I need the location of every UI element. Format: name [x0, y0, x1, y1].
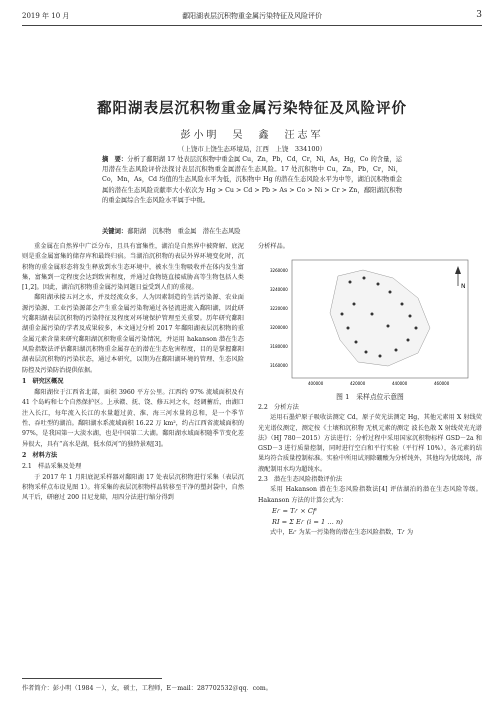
- sampling-point: [371, 313, 374, 316]
- abstract-label: 摘 要：: [102, 156, 128, 163]
- right-column: [258, 403, 482, 673]
- y-tick-label: 3220000: [270, 306, 288, 311]
- sampling-point: [363, 277, 366, 280]
- footnote: 作者简介：彭小明（1984 －），女，硕士，工程师，E－mail：287702532＠qq．com。: [22, 685, 272, 692]
- figure-caption: 图 1 采样点位示意图: [336, 393, 404, 401]
- sampling-point: [415, 327, 418, 330]
- article-authors: 彭小明 吴 鑫 汪志军: [180, 130, 324, 141]
- formula: Eᵢʳ = Tᵢʳ × Cfⁱ: [272, 506, 317, 515]
- page-number: 3: [476, 10, 482, 20]
- left-column: [22, 242, 244, 674]
- north-label: N: [461, 283, 466, 290]
- y-tick-label: 3160000: [270, 363, 288, 368]
- x-tick-label: 420000: [350, 381, 366, 386]
- abstract-text: 分析了鄱阳湖 17 处表层沉积物中重金属 Cu，Zn，Pb，Cd，Cr，Ni，As，Hg，Co 的含量，运用潜在生态风险评价法探讨表层沉积物重金属潜在生态风险。17 处沉积物中 Cu，Zn，Pb，Cr，Ni，Co，Mn，As，Cd 均值的生态风险水平为低，沉积物中 Hg 的潜在生态风险水平为中等，湖泊沉积物重金属的潜在生态风险贡献率大小依次为 Hg > Cu > Cd > Pb > As > Co > Ni > Cr > Zn，鄱阳湖沉积物的重金属综合生态风险水平属于中级。: [102, 156, 402, 204]
- sampling-point: [347, 327, 350, 330]
- running-header: [22, 11, 482, 23]
- lake-outline: [330, 270, 430, 366]
- subsection-heading: 2.3 潜在生态风险指数评价法: [258, 476, 343, 484]
- y-tick-label: 3260000: [270, 268, 288, 273]
- paragraph: 于 2017 年 1 月阳底泥采样器对鄱阳湖 17 处表层沉积物进行采集（表层沉积物采样点布设见图 1）。将采集的表层沉积物样品转移至干净的塑封袋中，自然风干后，研磨过 200 目尼龙筛，用四分法进行缩分得到: [22, 473, 244, 502]
- sampling-point: [407, 339, 410, 342]
- header-rule: [22, 25, 482, 26]
- sampling-point: [341, 313, 344, 316]
- sampling-point: [377, 283, 380, 286]
- y-tick-label: 3240000: [270, 287, 288, 292]
- sampling-point: [365, 351, 368, 354]
- keywords: [102, 226, 402, 235]
- article-title: 鄱阳湖表层沉积物重金属污染特征及风险评价: [97, 100, 407, 117]
- section-heading: 2 材料方法: [22, 451, 58, 459]
- sampling-point: [409, 315, 412, 318]
- y-tick-label: 3180000: [270, 344, 288, 349]
- x-tick-label: 400000: [308, 381, 324, 386]
- keywords-text: 鄱阳湖 沉积物 重金属 潜在生态风险: [127, 228, 241, 235]
- sampling-point: [389, 291, 392, 294]
- x-tick-label: 440000: [392, 381, 408, 386]
- paragraph: 运用石墨炉原子吸收法测定 Cd，原子荧光法测定 Hg，其他元素用 X 射线荧光光谱仪测定，测定按《土壤和沉积物 无机元素的测定 波长色散 X 射线荧光光谱法》（HJ 780－2015）方法进行；分析过程中采用国家沉积物标样 GSD－2a 和 GSD－3 进行质量控制，同时进行空白和平行实验（平行样 10%），各元素的结果均符合质量控制标准。实验中所用试剂除硼酸为分析纯外，其他均为优级纯，溶液配制用水均为超纯水。: [258, 414, 482, 473]
- abstract: [102, 155, 402, 206]
- sampling-point: [349, 281, 352, 284]
- right-column-top: [258, 242, 482, 252]
- subsection-heading: 2.2 分析方法: [258, 404, 299, 411]
- sampling-point: [355, 341, 358, 344]
- x-tick-label: 460000: [434, 381, 450, 386]
- sampling-point: [379, 355, 382, 358]
- paragraph: 鄱阳湖位于江西省北部，面积 3960 平方公里。江西约 97% 流域面积及有 41 个岛屿和七个自然保护区。上承赣、抚、饶、修五河之水，经调蓄后，由湖口注入长江，每年流入长江的水量超过黄、淮、海三河水量的总和，是一个季节性、吞吐型的湖泊。鄱阳湖水系流域面积 16.22 万 km²，约占江西省流域面积的 97%，是我国第一大淡水湖，也是中国第二大湖。鄱阳湖水域面积随季节变化差异很大，具有“高水是湖，低水似河”的独特景观[3]。: [22, 389, 244, 448]
- footnote-rule: [22, 678, 162, 679]
- subsection-heading: 2.1 样品采集及处理: [22, 463, 82, 471]
- header-running-title: 鄱阳湖表层沉积物重金属污染特征及风险评价: [182, 12, 322, 20]
- paragraph: 式中，Eᵢʳ 为某一污染物的潜在生态风险指数，Tᵢʳ 为: [270, 528, 414, 536]
- article-affiliation: （上饶市上饶生态环境局，江西 上饶 334100）: [177, 145, 327, 153]
- paragraph: 重金属在自然界中广泛分布，且具有富集性，湖泊是自然界中被降解、底泥则是重金属富集的储存库和最终归宿。当湖泊沉积物的表层外界环境变化时，沉积物的重金属形态将发生释放到水生态环境中，被水生生物吸收并在体内发生富集，富集到一定程度会达到致害程度，并通过食物链直接威胁高等生物包括人类[1,2]。因此，湖泊沉积物重金属污染问题日益受到人们的重视。: [22, 243, 244, 292]
- y-tick-label: 3200000: [270, 325, 288, 330]
- formula: RI = Σ Eᵢʳ (i = 1 … n): [272, 517, 343, 526]
- sampling-point: [401, 303, 404, 306]
- sampling-map: [268, 258, 482, 388]
- sampling-point: [387, 325, 390, 328]
- paragraph: 采用 Hakanson 潜在生态风险指数法[4] 评估湖泊的潜在生态风险等级。Hakanson 方法的计算公式为：: [258, 486, 482, 504]
- sampling-point: [395, 349, 398, 352]
- sampling-map-figure: [268, 258, 482, 388]
- keywords-label: 关键词：: [102, 228, 128, 235]
- sampling-point: [353, 303, 356, 306]
- paragraph: 鄱阳湖承接五河之水，并及经流众多，人为因素制造的生活污染源、农业面源污染源、工业污染源部会产生重金属污染物通过各径流进流入鄱阳湖，因此研究鄱阳湖表层沉积物的污染特征及程度对环境保护管理至关重要。历年研究鄱阳湖重金属污染的学者及成果较多，本文通过分析 2017 年鄱阳湖表层沉积物的重金属元素含量来研究鄱阳湖沉积物重金属污染情况，并运用 hakanson 潜在生态风险指数法评估鄱阳湖沉积物重金属存在的潜在生态危害程度，目的是掌握鄱阳湖表层沉积物的污染状态，通过本研究，以期为在鄱阳湖环境的管理、生态风险防控及污染防治提供依据。: [22, 294, 244, 374]
- paragraph: 分析样品。: [258, 243, 289, 250]
- north-arrow: [455, 266, 466, 290]
- header-date: 2019 年 10 月: [22, 12, 70, 20]
- section-heading: 1 研究区概况: [22, 377, 64, 385]
